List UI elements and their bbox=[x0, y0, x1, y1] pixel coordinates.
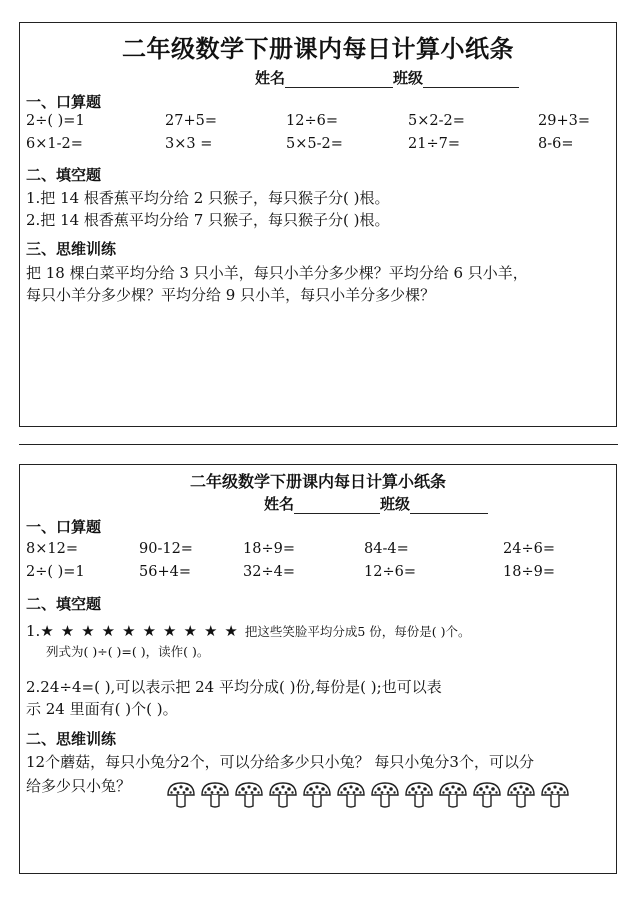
star-icon: ★ bbox=[101, 622, 116, 640]
thinking-text-line-2: 每只小羊分多少棵？平均分给 9 只小羊，每只小羊分多少棵？ bbox=[26, 286, 436, 304]
class-label: 班级 bbox=[393, 69, 424, 87]
oral-problem: 2÷( )=1 bbox=[26, 564, 85, 580]
mushroom-icon bbox=[472, 780, 502, 810]
mushroom-icon bbox=[336, 780, 366, 810]
name-blank[interactable] bbox=[285, 87, 393, 88]
thinking-text-line-1: 把 18 棵白菜平均分给 3 只小羊，每只小羊分多少棵？平均分给 6 只小羊， bbox=[26, 264, 528, 282]
section-oral-heading: 一、口算题 bbox=[26, 518, 102, 536]
fill-question-2-line-1: 2.24÷4=( ),可以表示把 24 平均分成( )份,每份是( );也可以表 bbox=[26, 678, 442, 696]
mushroom-icon bbox=[302, 780, 332, 810]
star-icon: ★ bbox=[203, 622, 218, 640]
worksheet-card-2 bbox=[19, 464, 617, 874]
star-icon: ★ bbox=[163, 622, 177, 640]
oral-problem: 5×5-2= bbox=[286, 136, 343, 152]
name-class-line bbox=[264, 493, 488, 514]
mushroom-icon bbox=[234, 780, 264, 810]
star-icon: ★ bbox=[81, 622, 95, 640]
class-label: 班级 bbox=[380, 495, 411, 513]
question-1-formula: 列式为( )÷( )=( )，读作( )。 bbox=[46, 644, 210, 659]
mushroom-icon bbox=[268, 780, 298, 810]
worksheet-title: 二年级数学下册课内每日计算小纸条 bbox=[122, 35, 514, 63]
oral-problem: 18÷9= bbox=[503, 564, 555, 580]
fill-question-2: 2.把 14 根香蕉平均分给 7 只猴子，每只猴子分( )根。 bbox=[26, 211, 390, 229]
oral-problem: 6×1-2= bbox=[26, 136, 83, 152]
oral-problem: 56+4= bbox=[139, 564, 191, 580]
star-icon: ★ bbox=[40, 622, 54, 640]
mushroom-icon bbox=[506, 780, 536, 810]
mushroom-icon bbox=[200, 780, 230, 810]
oral-problem: 27+5= bbox=[165, 113, 217, 129]
fill-question-2-line-2: 示 24 里面有( )个( )。 bbox=[26, 700, 178, 718]
mushroom-icon bbox=[166, 780, 196, 810]
fill-question-1 bbox=[26, 622, 471, 640]
question-number: 1. bbox=[26, 622, 41, 640]
class-blank[interactable] bbox=[410, 513, 488, 514]
question-1-text: 把这些笑脸平均分成5 份，每份是( )个。 bbox=[244, 624, 471, 639]
section-thinking-heading: 三、思维训练 bbox=[26, 240, 117, 258]
name-class-line bbox=[255, 67, 519, 88]
oral-problem: 8×12= bbox=[26, 541, 78, 557]
oral-problem: 8-6= bbox=[538, 136, 574, 152]
name-blank[interactable] bbox=[294, 513, 380, 514]
oral-problem: 21÷7= bbox=[408, 136, 460, 152]
divider-line bbox=[19, 444, 618, 445]
oral-problem: 12÷6= bbox=[364, 564, 416, 580]
worksheet-card-1 bbox=[19, 22, 617, 427]
star-icon: ★ bbox=[60, 622, 75, 640]
mushroom-icon bbox=[404, 780, 434, 810]
section-fill-heading: 二、填空题 bbox=[26, 595, 102, 613]
oral-problem: 18÷9= bbox=[243, 541, 295, 557]
fill-question-1: 1.把 14 根香蕉平均分给 2 只猴子，每只猴子分( )根。 bbox=[26, 189, 390, 207]
thinking-text-line-1: 12个蘑菇，每只小兔分2个，可以分给多少只小兔？ 每只小兔分3个，可以分 bbox=[26, 753, 534, 771]
mushroom-icon bbox=[438, 780, 468, 810]
mushroom-icon bbox=[370, 780, 400, 810]
name-label: 姓名 bbox=[264, 495, 295, 513]
star-icon: ★ bbox=[142, 622, 157, 640]
oral-problem: 24÷6= bbox=[503, 541, 555, 557]
thinking-text-line-2: 给多少只小兔？ bbox=[26, 777, 132, 795]
section-thinking-heading: 二、思维训练 bbox=[26, 730, 117, 748]
oral-problem: 90-12= bbox=[139, 541, 193, 557]
oral-problem: 12÷6= bbox=[286, 113, 338, 129]
star-icon: ★ bbox=[224, 622, 238, 640]
section-fill-heading: 二、填空题 bbox=[26, 166, 102, 184]
star-icon: ★ bbox=[122, 622, 136, 640]
oral-problem: 5×2-2= bbox=[408, 113, 465, 129]
mushroom-icon bbox=[540, 780, 570, 810]
oral-problem: 3×3 = bbox=[165, 136, 213, 152]
section-oral-heading: 一、口算题 bbox=[26, 93, 102, 111]
name-label: 姓名 bbox=[255, 69, 286, 87]
oral-problem: 2÷( )=1 bbox=[26, 113, 85, 129]
oral-problem: 29+3= bbox=[538, 113, 590, 129]
oral-problem: 32÷4= bbox=[243, 564, 295, 580]
star-icon: ★ bbox=[183, 622, 197, 640]
class-blank[interactable] bbox=[423, 87, 519, 88]
oral-problem: 84-4= bbox=[364, 541, 409, 557]
star-row bbox=[40, 622, 245, 640]
worksheet-title: 二年级数学下册课内每日计算小纸条 bbox=[189, 472, 446, 491]
